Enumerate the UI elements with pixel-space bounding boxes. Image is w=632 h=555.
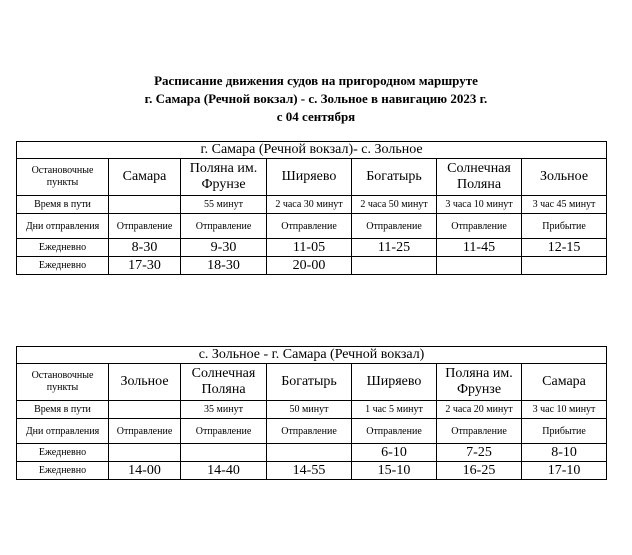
op-cell: Отправление [181,214,267,239]
time-cell: 20-00 [267,257,352,275]
stop-cell: Солнечная Поляна [181,364,267,401]
travel-cell: 2 часа 20 минут [437,401,522,419]
time-cell: 17-10 [522,462,607,480]
stop-cell: Зольное [109,364,181,401]
stops-row [17,364,607,401]
op-cell: Отправление [437,214,522,239]
time-cell: 11-25 [352,239,437,257]
row-days: Ежедневно [17,462,109,480]
stops-label: Остановочные пункты [17,364,109,401]
op-cell: Прибытие [522,419,607,444]
travel-cell: 3 час 45 минут [522,196,607,214]
time-cell: 9-30 [181,239,267,257]
travel-cell [109,196,181,214]
op-cell: Отправление [267,419,352,444]
travel-cell: 3 часа 10 минут [437,196,522,214]
table-row [17,462,607,480]
time-cell: 16-25 [437,462,522,480]
days-label: Дни отправления [17,214,109,239]
schedule-table-zolnoe-samara [16,346,607,480]
time-cell [267,444,352,462]
travel-label: Время в пути [17,196,109,214]
table-row [17,239,607,257]
travel-cell [109,401,181,419]
travel-label: Время в пути [17,401,109,419]
time-cell: 8-30 [109,239,181,257]
time-cell: 18-30 [181,257,267,275]
time-cell [522,257,607,275]
time-cell: 14-00 [109,462,181,480]
stops-row [17,159,607,196]
stops-label: Остановочные пункты [17,159,109,196]
time-cell: 7-25 [437,444,522,462]
table-row [17,257,607,275]
departure-days-row [17,214,607,239]
stop-cell: Самара [522,364,607,401]
table-caption: г. Самара (Речной вокзал)- с. Зольное [17,142,607,159]
row-days: Ежедневно [17,239,109,257]
op-cell: Отправление [437,419,522,444]
travel-cell: 35 минут [181,401,267,419]
stop-cell: Поляна им. Фрунзе [437,364,522,401]
stop-cell: Солнечная Поляна [437,159,522,196]
travel-cell: 50 минут [267,401,352,419]
time-cell: 14-55 [267,462,352,480]
time-cell [181,444,267,462]
stop-cell: Зольное [522,159,607,196]
time-cell [109,444,181,462]
stop-cell: Ширяево [352,364,437,401]
time-cell: 11-05 [267,239,352,257]
travel-cell: 2 часа 30 минут [267,196,352,214]
time-cell: 14-40 [181,462,267,480]
op-cell: Отправление [352,214,437,239]
time-cell: 6-10 [352,444,437,462]
row-days: Ежедневно [17,257,109,275]
stop-cell: Ширяево [267,159,352,196]
op-cell: Отправление [181,419,267,444]
travel-cell: 1 час 5 минут [352,401,437,419]
travel-time-row [17,401,607,419]
title-line-2: г. Самара (Речной вокзал) - с. Зольное в навигацию 2023 г. [144,91,488,106]
stop-cell: Поляна им. Фрунзе [181,159,267,196]
op-cell: Отправление [352,419,437,444]
travel-cell: 2 часа 50 минут [352,196,437,214]
days-label: Дни отправления [17,419,109,444]
schedule-table-samara-zolnoe [16,141,607,275]
op-cell: Отправление [109,214,181,239]
time-cell [437,257,522,275]
time-cell: 12-15 [522,239,607,257]
op-cell: Прибытие [522,214,607,239]
time-cell: 11-45 [437,239,522,257]
travel-time-row [17,196,607,214]
departure-days-row [17,419,607,444]
op-cell: Отправление [267,214,352,239]
table-row [17,444,607,462]
time-cell: 17-30 [109,257,181,275]
table-caption: с. Зольное - г. Самара (Речной вокзал) [17,347,607,364]
title-line-3: с 04 сентября [276,109,356,124]
travel-cell: 55 минут [181,196,267,214]
row-days: Ежедневно [17,444,109,462]
time-cell: 8-10 [522,444,607,462]
travel-cell: 3 час 10 минут [522,401,607,419]
stop-cell: Самара [109,159,181,196]
title-line-1: Расписание движения судов на пригородном маршруте [154,73,478,88]
schedule-title [0,72,632,126]
stop-cell: Богатырь [352,159,437,196]
stop-cell: Богатырь [267,364,352,401]
op-cell: Отправление [109,419,181,444]
time-cell [352,257,437,275]
time-cell: 15-10 [352,462,437,480]
